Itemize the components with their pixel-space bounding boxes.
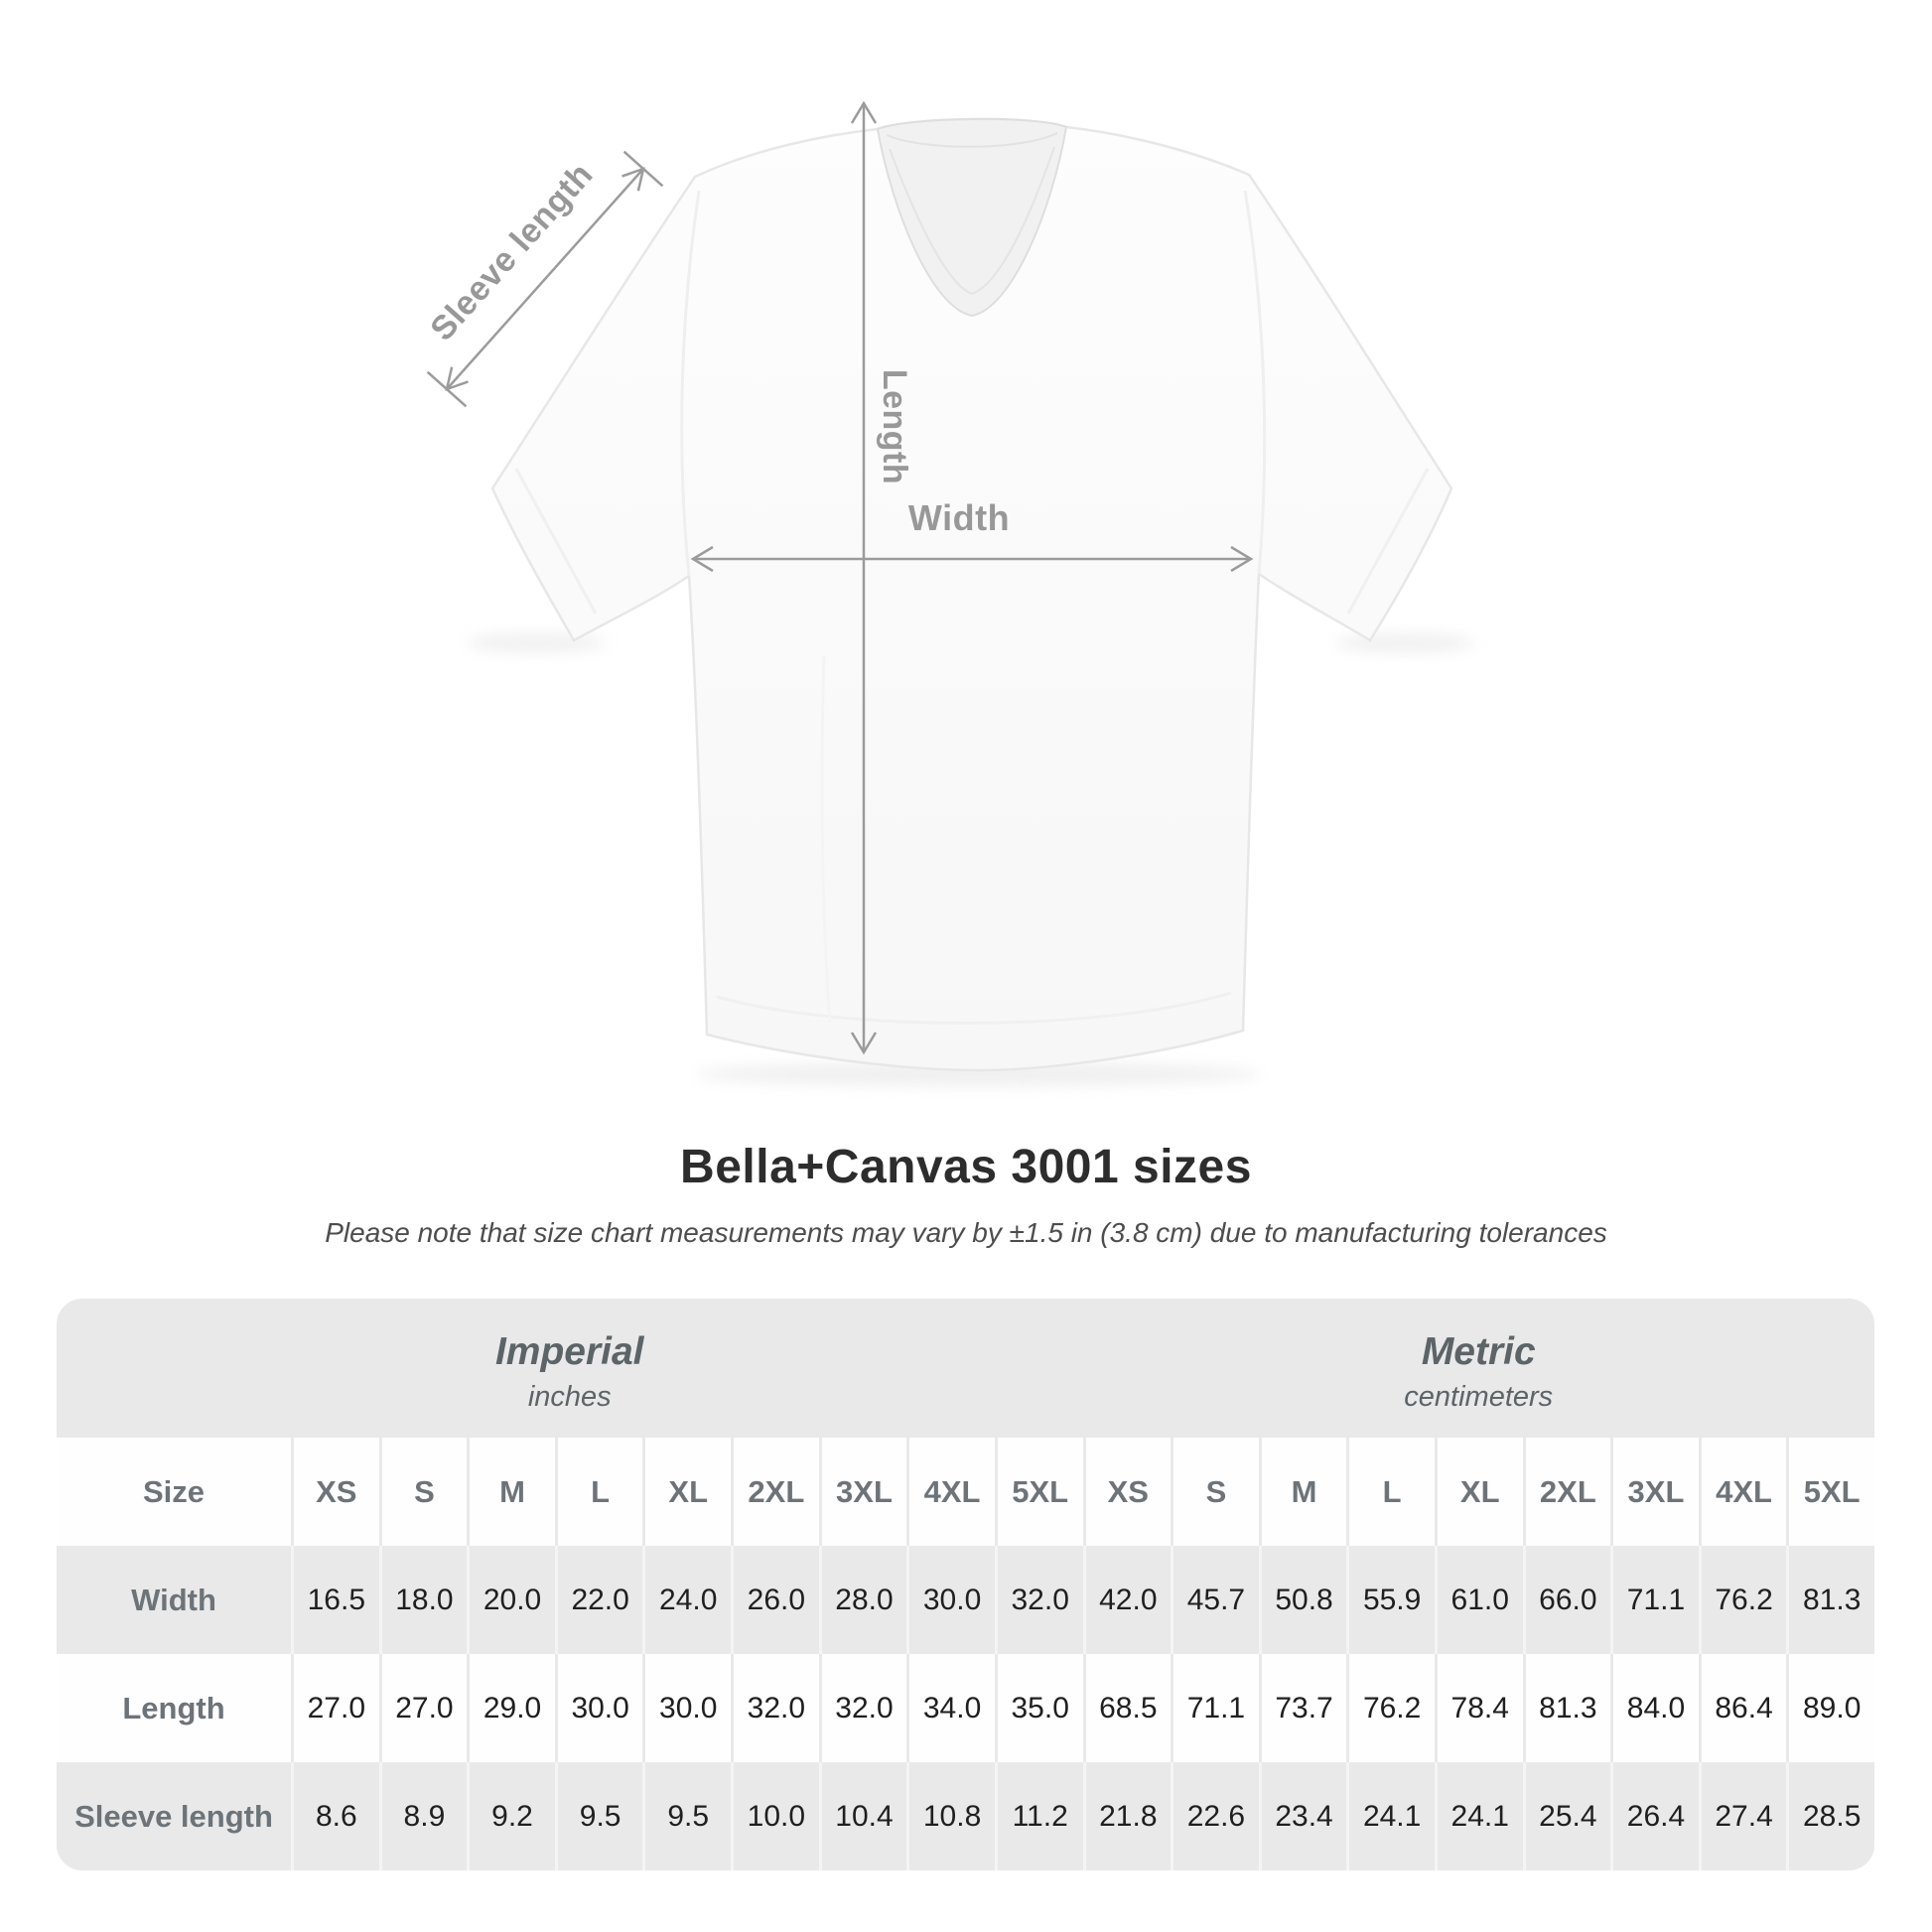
- value-cell: 76.2: [1702, 1546, 1787, 1654]
- value-cell: 81.3: [1526, 1654, 1611, 1762]
- value-cell: 27.0: [294, 1654, 379, 1762]
- unit-header-band: [57, 1299, 1874, 1438]
- unit-group-metric: [1083, 1299, 1875, 1438]
- value-cell: 20.0: [470, 1546, 555, 1654]
- value-cell: 89.0: [1789, 1654, 1874, 1762]
- value-cell: 30.0: [558, 1654, 643, 1762]
- value-cell: 55.9: [1349, 1546, 1435, 1654]
- size-table: [57, 1299, 1874, 1870]
- value-cell: 28.5: [1789, 1762, 1874, 1870]
- value-cell: 73.7: [1262, 1654, 1347, 1762]
- size-col-header: 2XL: [734, 1438, 819, 1546]
- value-cell: 21.8: [1086, 1762, 1172, 1870]
- size-col-header: 4XL: [909, 1438, 995, 1546]
- value-cell: 30.0: [645, 1654, 731, 1762]
- value-cell: 9.5: [645, 1762, 731, 1870]
- value-cell: 10.0: [734, 1762, 819, 1870]
- page-title: Bella+Canvas 3001 sizes: [680, 1141, 1252, 1193]
- value-cell: 25.4: [1526, 1762, 1611, 1870]
- size-col-header: 2XL: [1526, 1438, 1611, 1546]
- left-cuff-shadow: [467, 633, 606, 653]
- table-row: [57, 1438, 1874, 1546]
- size-col-header: S: [382, 1438, 468, 1546]
- value-cell: 42.0: [1086, 1546, 1172, 1654]
- value-cell: 34.0: [909, 1654, 995, 1762]
- value-cell: 27.0: [382, 1654, 468, 1762]
- size-col-header: 3XL: [1613, 1438, 1699, 1546]
- value-cell: 35.0: [998, 1654, 1083, 1762]
- size-col-header: M: [470, 1438, 555, 1546]
- size-col-header: XS: [294, 1438, 379, 1546]
- sleeve-length-label: Sleeve length: [423, 155, 601, 348]
- imperial-unit-label: inches: [527, 1381, 612, 1413]
- tshirt-illustration: [467, 119, 1474, 1086]
- imperial-label: Imperial: [494, 1330, 644, 1373]
- table-row: [57, 1762, 1874, 1870]
- value-cell: 22.6: [1173, 1762, 1259, 1870]
- value-cell: 29.0: [470, 1654, 555, 1762]
- value-cell: 9.2: [470, 1762, 555, 1870]
- value-cell: 18.0: [382, 1546, 468, 1654]
- value-cell: 24.1: [1349, 1762, 1435, 1870]
- value-cell: 22.0: [558, 1546, 643, 1654]
- size-table-rows: [57, 1438, 1874, 1870]
- value-cell: 8.9: [382, 1762, 468, 1870]
- right-cuff-shadow: [1335, 633, 1474, 653]
- value-cell: 81.3: [1789, 1546, 1874, 1654]
- value-cell: 71.1: [1173, 1654, 1259, 1762]
- size-col-header: 4XL: [1702, 1438, 1787, 1546]
- value-cell: 26.0: [734, 1546, 819, 1654]
- row-label: Length: [57, 1654, 291, 1762]
- value-cell: 68.5: [1086, 1654, 1172, 1762]
- size-col-header: 5XL: [998, 1438, 1083, 1546]
- metric-label: Metric: [1421, 1330, 1536, 1373]
- size-col-header: L: [558, 1438, 643, 1546]
- value-cell: 66.0: [1526, 1546, 1611, 1654]
- table-row: [57, 1546, 1874, 1654]
- unit-group-imperial: [57, 1299, 1083, 1438]
- value-cell: 32.0: [822, 1654, 907, 1762]
- value-cell: 11.2: [998, 1762, 1083, 1870]
- value-cell: 24.1: [1438, 1762, 1523, 1870]
- value-cell: 32.0: [998, 1546, 1083, 1654]
- value-cell: 61.0: [1438, 1546, 1523, 1654]
- value-cell: 30.0: [909, 1546, 995, 1654]
- size-col-header: 5XL: [1789, 1438, 1874, 1546]
- value-cell: 50.8: [1262, 1546, 1347, 1654]
- value-cell: 9.5: [558, 1762, 643, 1870]
- size-col-header: XL: [645, 1438, 731, 1546]
- value-cell: 23.4: [1262, 1762, 1347, 1870]
- size-col-header: XL: [1438, 1438, 1523, 1546]
- value-cell: 28.0: [822, 1546, 907, 1654]
- row-label: Sleeve length: [57, 1762, 291, 1870]
- tolerance-note: Please note that size chart measurements may vary by ±1.5 in (3.8 cm) due to manufacturing tolerances: [325, 1217, 1607, 1248]
- value-cell: 8.6: [294, 1762, 379, 1870]
- value-cell: 84.0: [1613, 1654, 1699, 1762]
- value-cell: 76.2: [1349, 1654, 1435, 1762]
- size-col-header: 3XL: [822, 1438, 907, 1546]
- value-cell: 16.5: [294, 1546, 379, 1654]
- value-cell: 45.7: [1173, 1546, 1259, 1654]
- value-cell: 10.4: [822, 1762, 907, 1870]
- size-header-cell: Size: [57, 1438, 291, 1546]
- value-cell: 26.4: [1613, 1762, 1699, 1870]
- table-row: [57, 1654, 1874, 1762]
- size-col-header: XS: [1086, 1438, 1172, 1546]
- metric-unit-label: centimeters: [1404, 1381, 1554, 1413]
- size-col-header: L: [1349, 1438, 1435, 1546]
- size-col-header: M: [1262, 1438, 1347, 1546]
- value-cell: 32.0: [734, 1654, 819, 1762]
- value-cell: 78.4: [1438, 1654, 1523, 1762]
- value-cell: 86.4: [1702, 1654, 1787, 1762]
- value-cell: 10.8: [909, 1762, 995, 1870]
- value-cell: 71.1: [1613, 1546, 1699, 1654]
- value-cell: 27.4: [1702, 1762, 1787, 1870]
- value-cell: 24.0: [645, 1546, 731, 1654]
- row-label: Width: [57, 1546, 291, 1654]
- length-label: Length: [876, 368, 914, 485]
- size-col-header: S: [1173, 1438, 1259, 1546]
- width-label: Width: [907, 497, 1011, 538]
